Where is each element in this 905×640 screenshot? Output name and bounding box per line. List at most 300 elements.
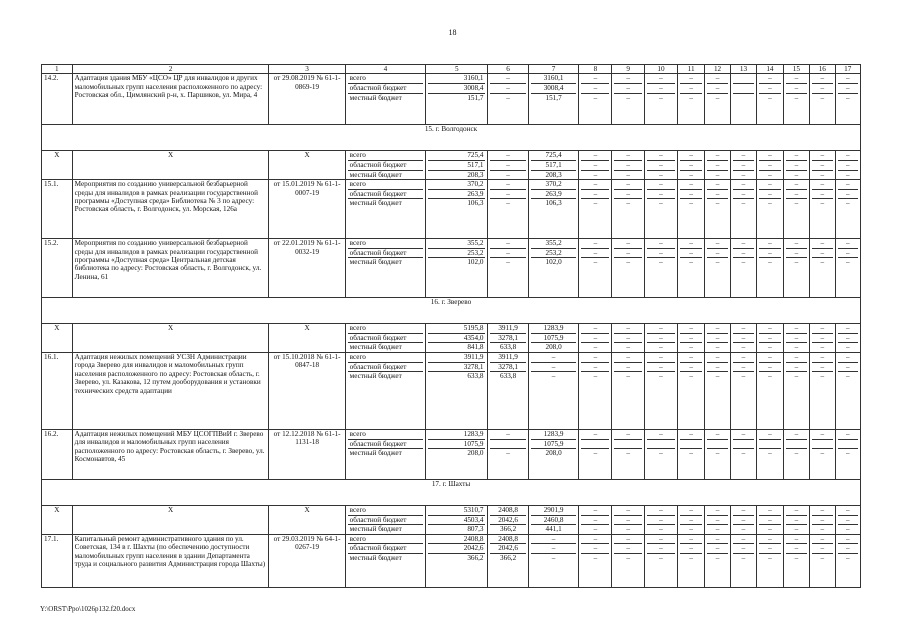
header-cell: 8 [579, 65, 612, 74]
amount-value: – [845, 161, 850, 169]
amount-value [614, 440, 642, 449]
item-name: Х [72, 324, 269, 353]
amount-value: – [715, 258, 720, 267]
amount-value: – [794, 258, 799, 267]
amount-value: – [626, 161, 630, 169]
amount-value [733, 84, 754, 93]
amount-value: 3008,4 [543, 84, 564, 92]
value-column [757, 74, 783, 125]
amount-value: – [659, 239, 663, 248]
amount-value: 370,2 [545, 180, 562, 189]
amount-value: – [794, 429, 799, 438]
value-column [783, 180, 809, 239]
amount-value: 106,3 [545, 199, 562, 208]
amount-value: – [768, 515, 772, 524]
amount-value: 2042,6 [498, 544, 518, 553]
amount-value: – [820, 343, 825, 352]
amount-value: – [845, 74, 850, 83]
value-column [426, 534, 488, 587]
amount-value: – [845, 189, 850, 198]
amount-value: – [593, 189, 598, 198]
header-cell: 5 [426, 65, 488, 74]
amount-value: 2408,8 [498, 534, 518, 543]
amount-value: – [506, 84, 510, 92]
amount-value: – [506, 151, 510, 160]
value-column [426, 324, 488, 353]
amount-value: – [593, 151, 598, 160]
amount-value: – [741, 534, 746, 543]
value-column [579, 534, 612, 587]
amount-value: – [820, 161, 825, 169]
amount-value: – [593, 84, 598, 92]
amount-value: – [845, 248, 850, 257]
amount-value: – [845, 151, 850, 160]
amount-value: – [768, 324, 772, 333]
amount-value: – [659, 553, 663, 562]
amount-value: – [659, 258, 663, 267]
amount-value: – [659, 352, 663, 361]
value-column [705, 534, 730, 587]
amount-value: – [506, 180, 510, 189]
funding-source: местный бюджет [349, 343, 402, 352]
amount-value: – [626, 74, 630, 83]
amount-value: – [715, 180, 720, 189]
amount-value: – [820, 449, 825, 458]
amount-value: – [659, 151, 663, 160]
funding-source: всего [349, 74, 366, 83]
amount-value: – [820, 199, 825, 208]
value-column [345, 151, 425, 180]
amount-value: – [845, 239, 850, 248]
amount-value: – [689, 180, 693, 189]
value-column [677, 429, 705, 479]
amount-value: – [715, 505, 720, 514]
value-column [579, 505, 612, 534]
amount-value: 370,2 [467, 180, 484, 189]
amount-value: – [845, 93, 850, 102]
amount-value: – [820, 84, 825, 92]
amount-value: – [715, 324, 720, 333]
amount-value: – [593, 372, 598, 381]
header-cell: 1 [42, 65, 73, 74]
amount-value: 2460,8 [543, 515, 564, 524]
value-column [579, 74, 612, 125]
amount-value: 517,1 [467, 161, 484, 169]
amount-value: – [741, 258, 746, 267]
amount-value: 253,2 [467, 248, 484, 257]
funding-source: местный бюджет [349, 199, 402, 208]
amount-value: – [820, 180, 825, 189]
amount-value: – [715, 352, 720, 361]
funding-source: всего [349, 429, 366, 438]
amount-value: – [689, 343, 693, 352]
amount-value: – [659, 429, 663, 438]
amount-value: – [794, 525, 799, 534]
amount-value: – [794, 170, 799, 179]
value-column [730, 74, 756, 125]
amount-value: – [593, 515, 598, 524]
amount-value: – [551, 553, 556, 562]
value-column [345, 74, 425, 125]
header-cell: 4 [345, 65, 425, 74]
amount-value: 102,0 [545, 258, 562, 267]
amount-value [759, 440, 780, 449]
amount-value: 2042,6 [498, 515, 518, 524]
value-column [488, 324, 528, 353]
table-row [42, 429, 861, 479]
amount-value: – [659, 199, 663, 208]
amount-value: – [659, 248, 663, 257]
amount-value: 3278,1 [498, 333, 518, 342]
amount-value: – [689, 170, 693, 179]
amount-value: – [715, 199, 720, 208]
value-column [612, 505, 645, 534]
value-column [677, 74, 705, 125]
amount-value: – [741, 333, 746, 342]
amount-value [838, 440, 859, 449]
value-column [757, 151, 783, 180]
amount-value: 106,3 [467, 199, 484, 208]
amount-value: – [820, 93, 825, 102]
amount-value: – [659, 324, 663, 333]
amount-value: – [593, 324, 598, 333]
header-cell: 17 [835, 65, 861, 74]
amount-value: – [689, 74, 693, 83]
amount-value: – [593, 429, 598, 438]
value-column [488, 74, 528, 125]
value-column [705, 74, 730, 125]
amount-value: – [845, 515, 850, 524]
amount-value: – [794, 74, 799, 83]
amount-value: – [593, 239, 598, 248]
amount-value: – [820, 352, 825, 361]
amount-value: 1283,9 [463, 429, 484, 438]
amount-value: – [593, 505, 598, 514]
value-column [579, 429, 612, 479]
value-column [426, 151, 488, 180]
amount-value: 3278,1 [463, 362, 484, 371]
amount-value: 208,0 [467, 449, 484, 458]
value-column [426, 505, 488, 534]
amount-value: – [626, 199, 630, 208]
amount-value: – [593, 553, 598, 562]
amount-value: 102,0 [467, 258, 484, 267]
amount-value: – [845, 429, 850, 438]
registration-number: Х [269, 505, 345, 534]
value-column [612, 239, 645, 298]
value-column [810, 534, 835, 587]
amount-value: 1075,9 [543, 439, 564, 448]
value-column [645, 324, 678, 353]
amount-value: – [593, 352, 598, 361]
amount-value: – [689, 93, 693, 102]
amount-value: – [845, 199, 850, 208]
amount-value [812, 440, 832, 449]
amount-value: 1075,9 [463, 439, 484, 448]
value-column [488, 151, 528, 180]
table-row [42, 151, 861, 180]
amount-value [733, 440, 754, 449]
funding-source: областной бюджет [349, 362, 407, 371]
amount-value: 253,2 [545, 248, 562, 257]
amount-value: – [715, 151, 720, 160]
value-column [345, 324, 425, 353]
amount-value: – [506, 170, 510, 179]
value-column [612, 352, 645, 429]
amount-value: – [506, 161, 510, 169]
amount-value: – [794, 343, 799, 352]
value-column [677, 180, 705, 239]
value-column [730, 239, 756, 298]
amount-value: – [741, 170, 746, 179]
funding-source: всего [349, 180, 366, 189]
amount-value: 4354,0 [463, 333, 484, 342]
value-column [645, 74, 678, 125]
amount-value: – [626, 352, 630, 361]
amount-value: – [768, 170, 772, 179]
funding-source: всего [349, 534, 366, 543]
amount-value: – [659, 449, 663, 458]
amount-value: – [659, 372, 663, 381]
amount-value: 3911,9 [498, 352, 518, 361]
amount-value: 4503,4 [463, 515, 484, 524]
amount-value: – [741, 515, 746, 524]
amount-value: – [794, 93, 799, 102]
value-column [612, 151, 645, 180]
value-column [783, 239, 809, 298]
amount-value: – [741, 362, 746, 371]
amount-value: – [768, 429, 772, 438]
amount-value: – [715, 362, 720, 371]
amount-value: – [741, 343, 746, 352]
item-number: 15.1. [42, 180, 73, 239]
value-column [810, 429, 835, 479]
funding-source: местный бюджет [349, 525, 402, 534]
amount-value: – [715, 333, 720, 342]
amount-value: 725,4 [467, 151, 484, 160]
value-column [835, 324, 861, 353]
amount-value [581, 440, 609, 449]
amount-value: – [820, 534, 825, 543]
amount-value: – [820, 170, 825, 179]
amount-value: – [593, 248, 598, 257]
amount-value: – [715, 93, 720, 102]
value-column [705, 429, 730, 479]
amount-value: – [689, 161, 693, 169]
funding-source: всего [349, 352, 366, 361]
amount-value: 355,2 [545, 239, 562, 248]
amount-value: – [593, 170, 598, 179]
value-column [783, 352, 809, 429]
funding-source: местный бюджет [349, 258, 402, 267]
funding-source: областной бюджет [349, 84, 407, 92]
amount-value: – [659, 74, 663, 83]
value-column [730, 534, 756, 587]
funding-source: местный бюджет [349, 553, 402, 562]
amount-value: – [689, 525, 693, 534]
header-cell: 15 [783, 65, 809, 74]
value-column [528, 151, 579, 180]
registration-number: от 29.03.2019 № 64-1-0267-19 [269, 534, 345, 587]
value-column [345, 352, 425, 429]
value-column [345, 505, 425, 534]
amount-value: – [741, 553, 746, 562]
amount-value: 1283,9 [543, 324, 564, 333]
amount-value: – [593, 544, 598, 553]
amount-value: – [659, 84, 663, 92]
amount-value [733, 94, 754, 103]
amount-value: – [741, 151, 746, 160]
amount-value: – [820, 525, 825, 534]
amount-value: – [593, 161, 598, 169]
value-column [677, 534, 705, 587]
page-number: 18 [448, 28, 457, 37]
amount-value: – [506, 239, 510, 248]
header-cell: 10 [645, 65, 678, 74]
amount-value: – [845, 534, 850, 543]
section-title: 16. г. Зверево [42, 298, 861, 324]
amount-value: – [593, 343, 598, 352]
amount-value: – [768, 189, 772, 198]
amount-value: – [626, 239, 630, 248]
amount-value: – [659, 534, 663, 543]
amount-value: – [659, 544, 663, 553]
amount-value: – [820, 515, 825, 524]
amount-value: – [689, 189, 693, 198]
value-column [645, 239, 678, 298]
amount-value: – [794, 362, 799, 371]
registration-number: Х [269, 324, 345, 353]
amount-value: – [794, 161, 799, 169]
value-column [488, 534, 528, 587]
amount-value: – [741, 189, 746, 198]
amount-value: – [768, 505, 772, 514]
value-column [783, 534, 809, 587]
amount-value: – [820, 333, 825, 342]
value-column [528, 180, 579, 239]
amount-value: – [768, 74, 772, 83]
value-column [835, 180, 861, 239]
amount-value: – [715, 553, 720, 562]
amount-value: 366,2 [467, 553, 484, 562]
amount-value: – [659, 161, 663, 169]
amount-value: – [741, 199, 746, 208]
amount-value: – [626, 258, 630, 267]
amount-value: – [794, 505, 799, 514]
amount-value: – [741, 544, 746, 553]
amount-value: – [689, 449, 693, 458]
value-column [783, 74, 809, 125]
value-column [345, 534, 425, 587]
value-column [579, 180, 612, 239]
value-column [705, 352, 730, 429]
amount-value: – [820, 74, 825, 83]
table-row [42, 74, 861, 125]
value-column [677, 151, 705, 180]
amount-value: – [845, 180, 850, 189]
amount-value: 208,3 [467, 170, 484, 179]
value-column [835, 151, 861, 180]
value-column [645, 151, 678, 180]
item-number: 14.2. [42, 74, 73, 125]
funding-source: местный бюджет [349, 93, 402, 102]
amount-value: – [659, 343, 663, 352]
item-name: Капитальный ремонт административного здания по ул. Советская, 134 в г. Шахты (по обеспечению доступности маломобильных групп населения в здании Департамента труда и социального развития Администрация города Шахты) [72, 534, 269, 587]
table-row [42, 324, 861, 353]
header-cell: 2 [72, 65, 269, 74]
amount-value [647, 440, 675, 449]
funding-source: областной бюджет [349, 515, 407, 524]
amount-value: – [689, 84, 693, 92]
amount-value: 3278,1 [498, 362, 518, 371]
amount-value: – [593, 74, 598, 83]
amount-value: – [626, 84, 630, 92]
amount-value: – [794, 534, 799, 543]
amount-value: – [593, 258, 598, 267]
section-row [42, 479, 861, 505]
amount-value: – [820, 553, 825, 562]
value-column [612, 429, 645, 479]
amount-value: – [768, 93, 772, 102]
amount-value: – [506, 258, 510, 267]
value-column [810, 352, 835, 429]
amount-value: – [768, 239, 772, 248]
amount-value: 517,1 [545, 161, 562, 169]
funding-source: областной бюджет [349, 189, 407, 198]
amount-value: – [794, 553, 799, 562]
amount-value: – [626, 372, 630, 381]
header-cell: 14 [757, 65, 783, 74]
value-column [579, 239, 612, 298]
amount-value: – [626, 343, 630, 352]
header-cell: 12 [705, 65, 730, 74]
amount-value: – [593, 534, 598, 543]
amount-value: – [593, 362, 598, 371]
amount-value: – [626, 324, 630, 333]
amount-value: – [845, 170, 850, 179]
amount-value: 1283,9 [543, 429, 564, 438]
funding-source: местный бюджет [349, 449, 402, 458]
amount-value: – [820, 362, 825, 371]
amount-value: – [845, 84, 850, 92]
amount-value: – [768, 449, 772, 458]
funding-source: областной бюджет [349, 248, 407, 257]
item-number: 17.1. [42, 534, 73, 587]
amount-value: 633,8 [500, 343, 517, 352]
value-column [705, 505, 730, 534]
amount-value [707, 440, 727, 449]
amount-value: – [794, 352, 799, 361]
item-name: Х [72, 151, 269, 180]
funding-source: областной бюджет [349, 333, 407, 342]
value-column [810, 505, 835, 534]
amount-value: – [593, 449, 598, 458]
amount-value: 3911,9 [498, 324, 518, 333]
value-column [835, 239, 861, 298]
amount-value: – [689, 553, 693, 562]
amount-value: – [689, 429, 693, 438]
amount-value: – [794, 84, 799, 92]
funding-source: областной бюджет [349, 544, 407, 553]
value-column [677, 352, 705, 429]
funding-source: местный бюджет [349, 372, 402, 381]
value-column [810, 180, 835, 239]
amount-value: – [593, 180, 598, 189]
amount-value: – [768, 372, 772, 381]
amount-value: – [715, 248, 720, 257]
value-column [488, 180, 528, 239]
value-column [705, 239, 730, 298]
